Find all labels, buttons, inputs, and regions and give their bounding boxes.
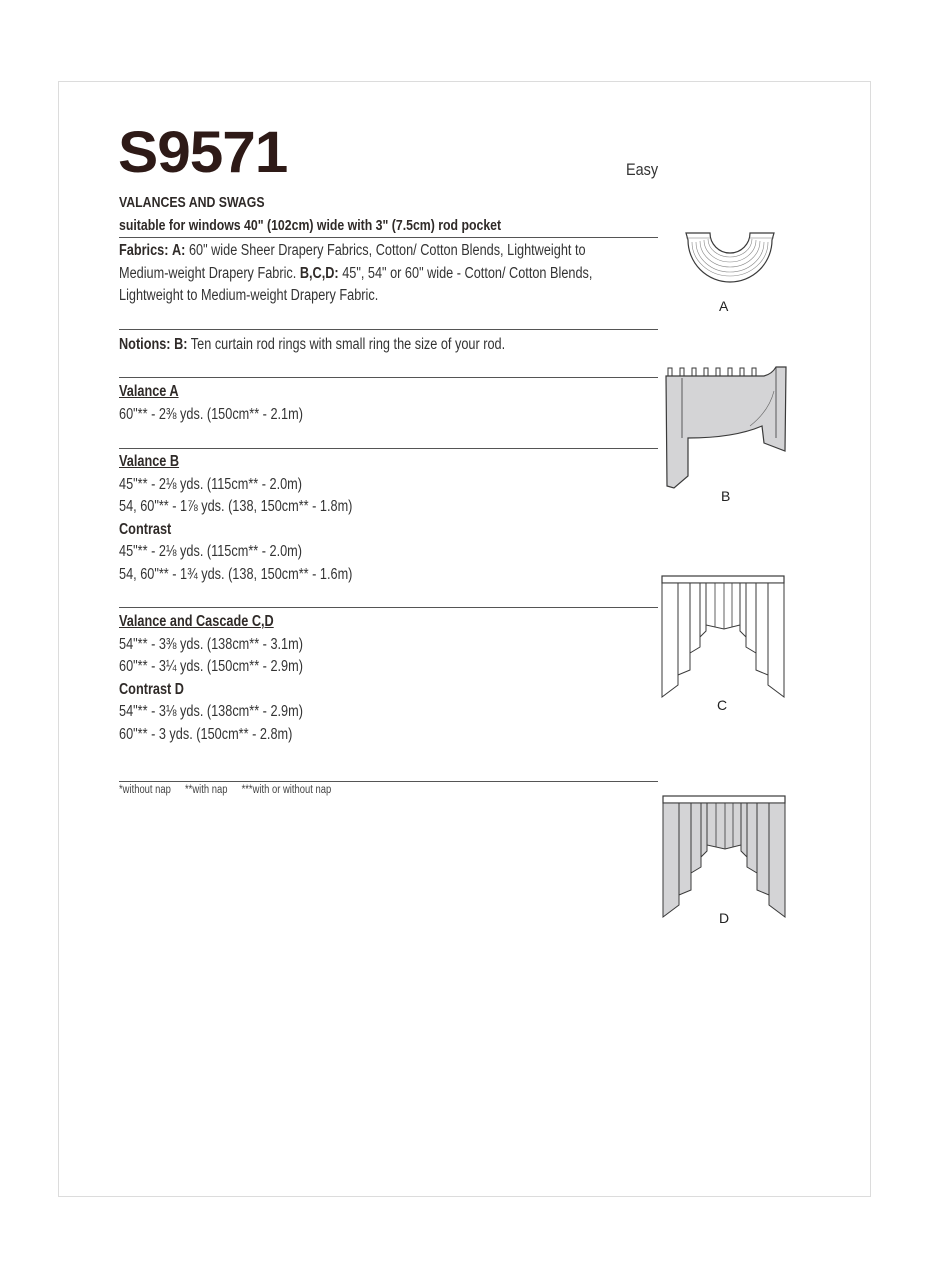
notions-b-label: B: (174, 336, 188, 353)
notions-label: Notions: (119, 336, 171, 353)
notions-block (119, 334, 505, 357)
yardage-line: 60"** - 3¼ yds. (150cm** - 2.9m) (119, 658, 303, 675)
section-heading: Valance B (119, 453, 180, 470)
view-label-d: D (719, 910, 730, 926)
view-label-c: C (717, 697, 728, 713)
view-label-a: A (719, 298, 729, 314)
divider (119, 781, 658, 782)
valance-cascade-drawing-icon (660, 575, 788, 700)
valance-cascade-contrast-drawing-icon (661, 795, 789, 920)
footnotes (119, 784, 343, 796)
difficulty-label: Easy (626, 160, 659, 179)
footnote: ***with or without nap (241, 784, 332, 796)
fabrics-label: Fabrics: (119, 242, 169, 259)
yardage-line: 54"** - 3⅛ yds. (138cm** - 2.9m) (119, 703, 303, 720)
contrast-heading: Contrast D (119, 680, 184, 698)
fabrics-block (119, 240, 739, 308)
section-valance-cd (119, 611, 343, 746)
footnote: *without nap (119, 784, 171, 796)
divider (119, 448, 658, 449)
notions-b-text: Ten curtain rod rings with small ring the size of your rod. (190, 336, 506, 353)
view-label-b: B (721, 488, 731, 504)
pattern-number: S9571 (118, 120, 288, 185)
pattern-subtitle: suitable for windows 40" (102cm) wide with 3" (7.5cm) rod pocket (119, 217, 502, 234)
divider (119, 237, 658, 238)
fabrics-bcd-label: B,C,D: (299, 264, 339, 282)
yardage-line: 60"** - 2⅜ yds. (150cm** - 2.1m) (119, 405, 303, 423)
fabrics-a-text: 60" wide Sheer Drapery Fabrics, Cotton/ Cotton Blends, Lightweight to (188, 242, 586, 259)
section-valance-b (119, 451, 404, 586)
divider (119, 607, 658, 608)
contrast-heading: Contrast (119, 520, 172, 538)
fabrics-bcd-text-cont: Lightweight to Medium-weight Drapery Fabric. (119, 287, 379, 304)
yardage-line: 54, 60"** - 1¾ yds. (138, 150cm** - 1.6m) (119, 565, 353, 583)
swag-valance-drawing-icon (680, 228, 780, 298)
yardage-line: 54"** - 3⅜ yds. (138cm** - 3.1m) (119, 635, 303, 653)
section-heading: Valance A (119, 383, 179, 400)
section-heading: Valance and Cascade C,D (119, 613, 274, 630)
yardage-line: 54, 60"** - 1⅞ yds. (138, 150cm** - 1.8m) (119, 498, 353, 515)
pattern-title: VALANCES AND SWAGS (119, 194, 265, 211)
fabrics-bcd-text: 45", 54" or 60" wide - Cotton/ Cotton Blends, (342, 264, 593, 282)
footnote: **with nap (185, 784, 228, 796)
fabrics-a-text-cont: Medium-weight Drapery Fabric. (119, 264, 297, 282)
section-valance-a (119, 381, 343, 426)
yardage-line: 45"** - 2⅛ yds. (115cm** - 2.0m) (119, 543, 303, 560)
yardage-line: 45"** - 2⅛ yds. (115cm** - 2.0m) (119, 475, 303, 493)
fabrics-a-label: A: (171, 242, 186, 259)
divider (119, 329, 658, 330)
divider (119, 377, 658, 378)
ring-valance-drawing-icon (664, 366, 790, 494)
yardage-line: 60"** - 3 yds. (150cm** - 2.8m) (119, 725, 293, 743)
